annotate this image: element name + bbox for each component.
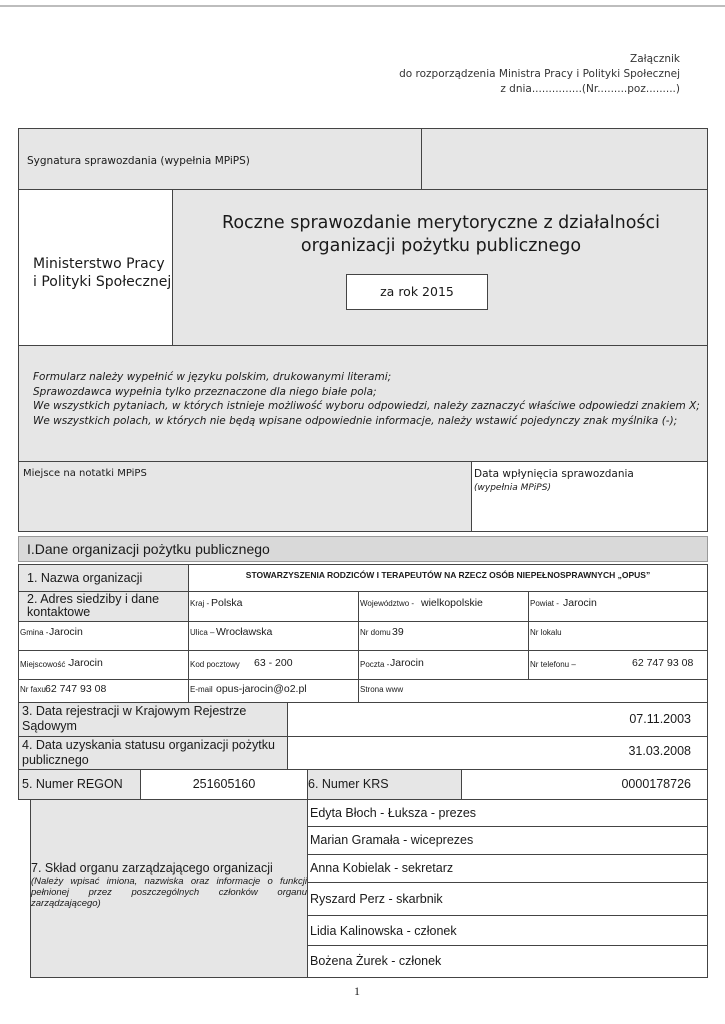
top-rule [0,5,725,7]
krs-label: 6. Numer KRS [308,777,389,791]
krs-value-cell [461,769,708,800]
address-label-cell [18,591,189,622]
org-name-label: 1. Nazwa organizacji [27,571,143,585]
krs-reg-value: 07.11.2003 [629,712,691,726]
poczta-label: Poczta - [360,660,390,669]
nr-domu-cell [358,621,529,651]
regon-value: 251605160 [192,777,256,791]
report-title-line-2: organizacji pożytku publicznego [300,236,582,256]
ulica-value: Wrocławska [216,626,273,638]
title-block [18,189,708,346]
email-value: opus-jarocin@o2.pl [216,683,307,695]
board-member [307,882,708,916]
instructions-text [33,370,700,428]
krs-value: 0000178726 [621,777,691,791]
opp-status-value-cell [287,736,708,770]
ministry-cell [19,190,173,345]
regon-label: 5. Numer REGON [22,777,123,791]
kod-cell [188,650,359,680]
annex-line-1: Załącznik [630,53,680,65]
ulica-label: Ulica – [190,628,215,637]
www-label: Strona www [360,685,404,694]
instruction-line: We wszystkich polach, w których nie będą wpisane odpowiednie informacje, należy wstawić pojedynczy znak myślnika (-); [33,414,678,427]
receipt-sub: (wypełnia MPiPS) [474,483,551,493]
telefon-cell [528,650,708,680]
powiat-cell [528,591,708,622]
powiat-label: Powiat - [530,599,559,608]
woj-label: Województwo - [360,599,415,608]
woj-value: wielkopolskie [421,597,483,609]
telefon-label: Nr telefonu – [530,660,576,669]
kod-value: 63 - 200 [254,657,293,669]
annex-line-3: z dnia...............(Nr.........poz.........) [500,83,680,95]
board-member [307,799,708,827]
miejscowosc-value: Jarocin [69,657,103,669]
report-title [173,212,709,258]
board-note: (Należy wpisać imiona, nazwiska oraz informacje o funkcji pełnionej przez poszczególnych członków organu zarządzającego) [31,876,307,909]
receipt-label: Data wpłynięcia sprawozdania [474,468,634,480]
report-title-line-1: Roczne sprawozdanie merytoryczne z działalności [221,213,661,233]
board-member-text: Marian Gramała - wiceprezes [310,833,474,847]
signature-row [18,128,708,190]
receipt-cell [471,462,707,531]
org-name-label-cell [18,564,189,592]
board-member-text: Edyta Błoch - Łuksza - prezes [310,806,477,820]
instruction-line: Formularz należy wypełnić w języku polskim, drukowanymi literami; [33,371,392,383]
board-member [307,945,708,978]
krs-reg-label-cell [18,702,288,737]
address-label: 2. Adres siedziby i dane kontaktowe [27,592,160,619]
section-1-header [18,536,708,562]
nr-domu-value: 39 [392,626,404,638]
powiat-value: Jarocin [563,597,597,609]
krs-reg-label: 3. Data rejestracji w Krajowym Rejestrze Sądowym [22,704,247,733]
notes-label: Miejsce na notatki MPiPS [23,468,147,479]
miejscowosc-label: Miejscowość - [20,660,71,669]
board-member [307,854,708,883]
board-member-text: Lidia Kalinowska - członek [310,924,457,938]
org-name-value: STOWARZYSZENIA RODZICÓW I TERAPEUTÓW NA RZECZ OSÓB NIEPEŁNOSPRAWNYCH „OPUS” [245,570,651,580]
telefon-value: 62 747 93 08 [632,657,694,669]
board-label-cell [30,799,308,978]
poczta-cell [358,650,529,680]
gmina-value: Jarocin [49,626,83,638]
instructions-block [18,345,708,462]
board-member-text: Ryszard Perz - skarbnik [310,892,443,906]
board-members [307,799,708,978]
regon-value-cell [140,769,308,800]
ulica-cell [188,621,359,651]
opp-status-value: 31.03.2008 [628,744,691,758]
signature-label: Sygnatura sprawozdania (wypełnia MPiPS) [27,155,250,167]
miejscowosc-cell [18,650,189,680]
gmina-cell [18,621,189,651]
section-1-title: I.Dane organizacji pożytku publicznego [27,541,270,557]
nr-lokalu-cell [528,621,708,651]
nr-lokalu-label: Nr lokalu [530,628,562,637]
notes-row [18,461,708,532]
board-member-text: Anna Kobielak - sekretarz [310,861,454,875]
kraj-cell [188,591,359,622]
email-cell [188,679,359,703]
board-member-text: Bożena Żurek - członek [310,954,442,968]
kod-label: Kod pocztowy [190,660,240,669]
instruction-line: We wszystkich pytaniach, w których istnieje możliwość wyboru odpowiedzi, należy zaznaczyć właściwe odpowiedzi znakiem X; [33,400,700,412]
annex-header [399,52,680,97]
kraj-value: Polska [211,597,243,609]
org-name-value-cell [188,564,708,592]
gmina-label: Gmina - [20,628,49,637]
kraj-label: Kraj - [190,599,210,608]
woj-cell [358,591,529,622]
krs-reg-value-cell [287,702,708,737]
page-number: 1 [354,984,360,998]
opp-status-label-cell [18,736,288,770]
www-cell [358,679,708,703]
regon-label-cell [18,769,141,800]
nr-domu-label: Nr domu [360,628,391,637]
opp-status-label: 4. Data uzyskania statusu organizacji pożytku publicznego [22,738,275,767]
annex-line-2: do rozporządzenia Ministra Pracy i Polityki Społecznej [399,68,680,80]
board-label: 7. Skład organu zarządzającego organizacji [31,861,273,875]
instruction-line: Sprawozdawca wypełnia tylko przeznaczone dla niego białe pola; [33,385,377,398]
poczta-value: Jarocin [390,657,424,669]
board-member [307,826,708,855]
year-box: za rok 2015 [346,274,488,310]
fax-value: 62 747 93 08 [45,683,107,695]
krs-label-cell [307,769,462,800]
fax-cell [18,679,189,703]
email-label: E-mail [190,685,213,694]
ministry-line-1: Ministerstwo Pracy [33,256,165,272]
fax-label: Nr faxu [20,685,46,694]
board-member [307,915,708,946]
ministry-line-2: i Polityki Społecznej [33,274,172,290]
